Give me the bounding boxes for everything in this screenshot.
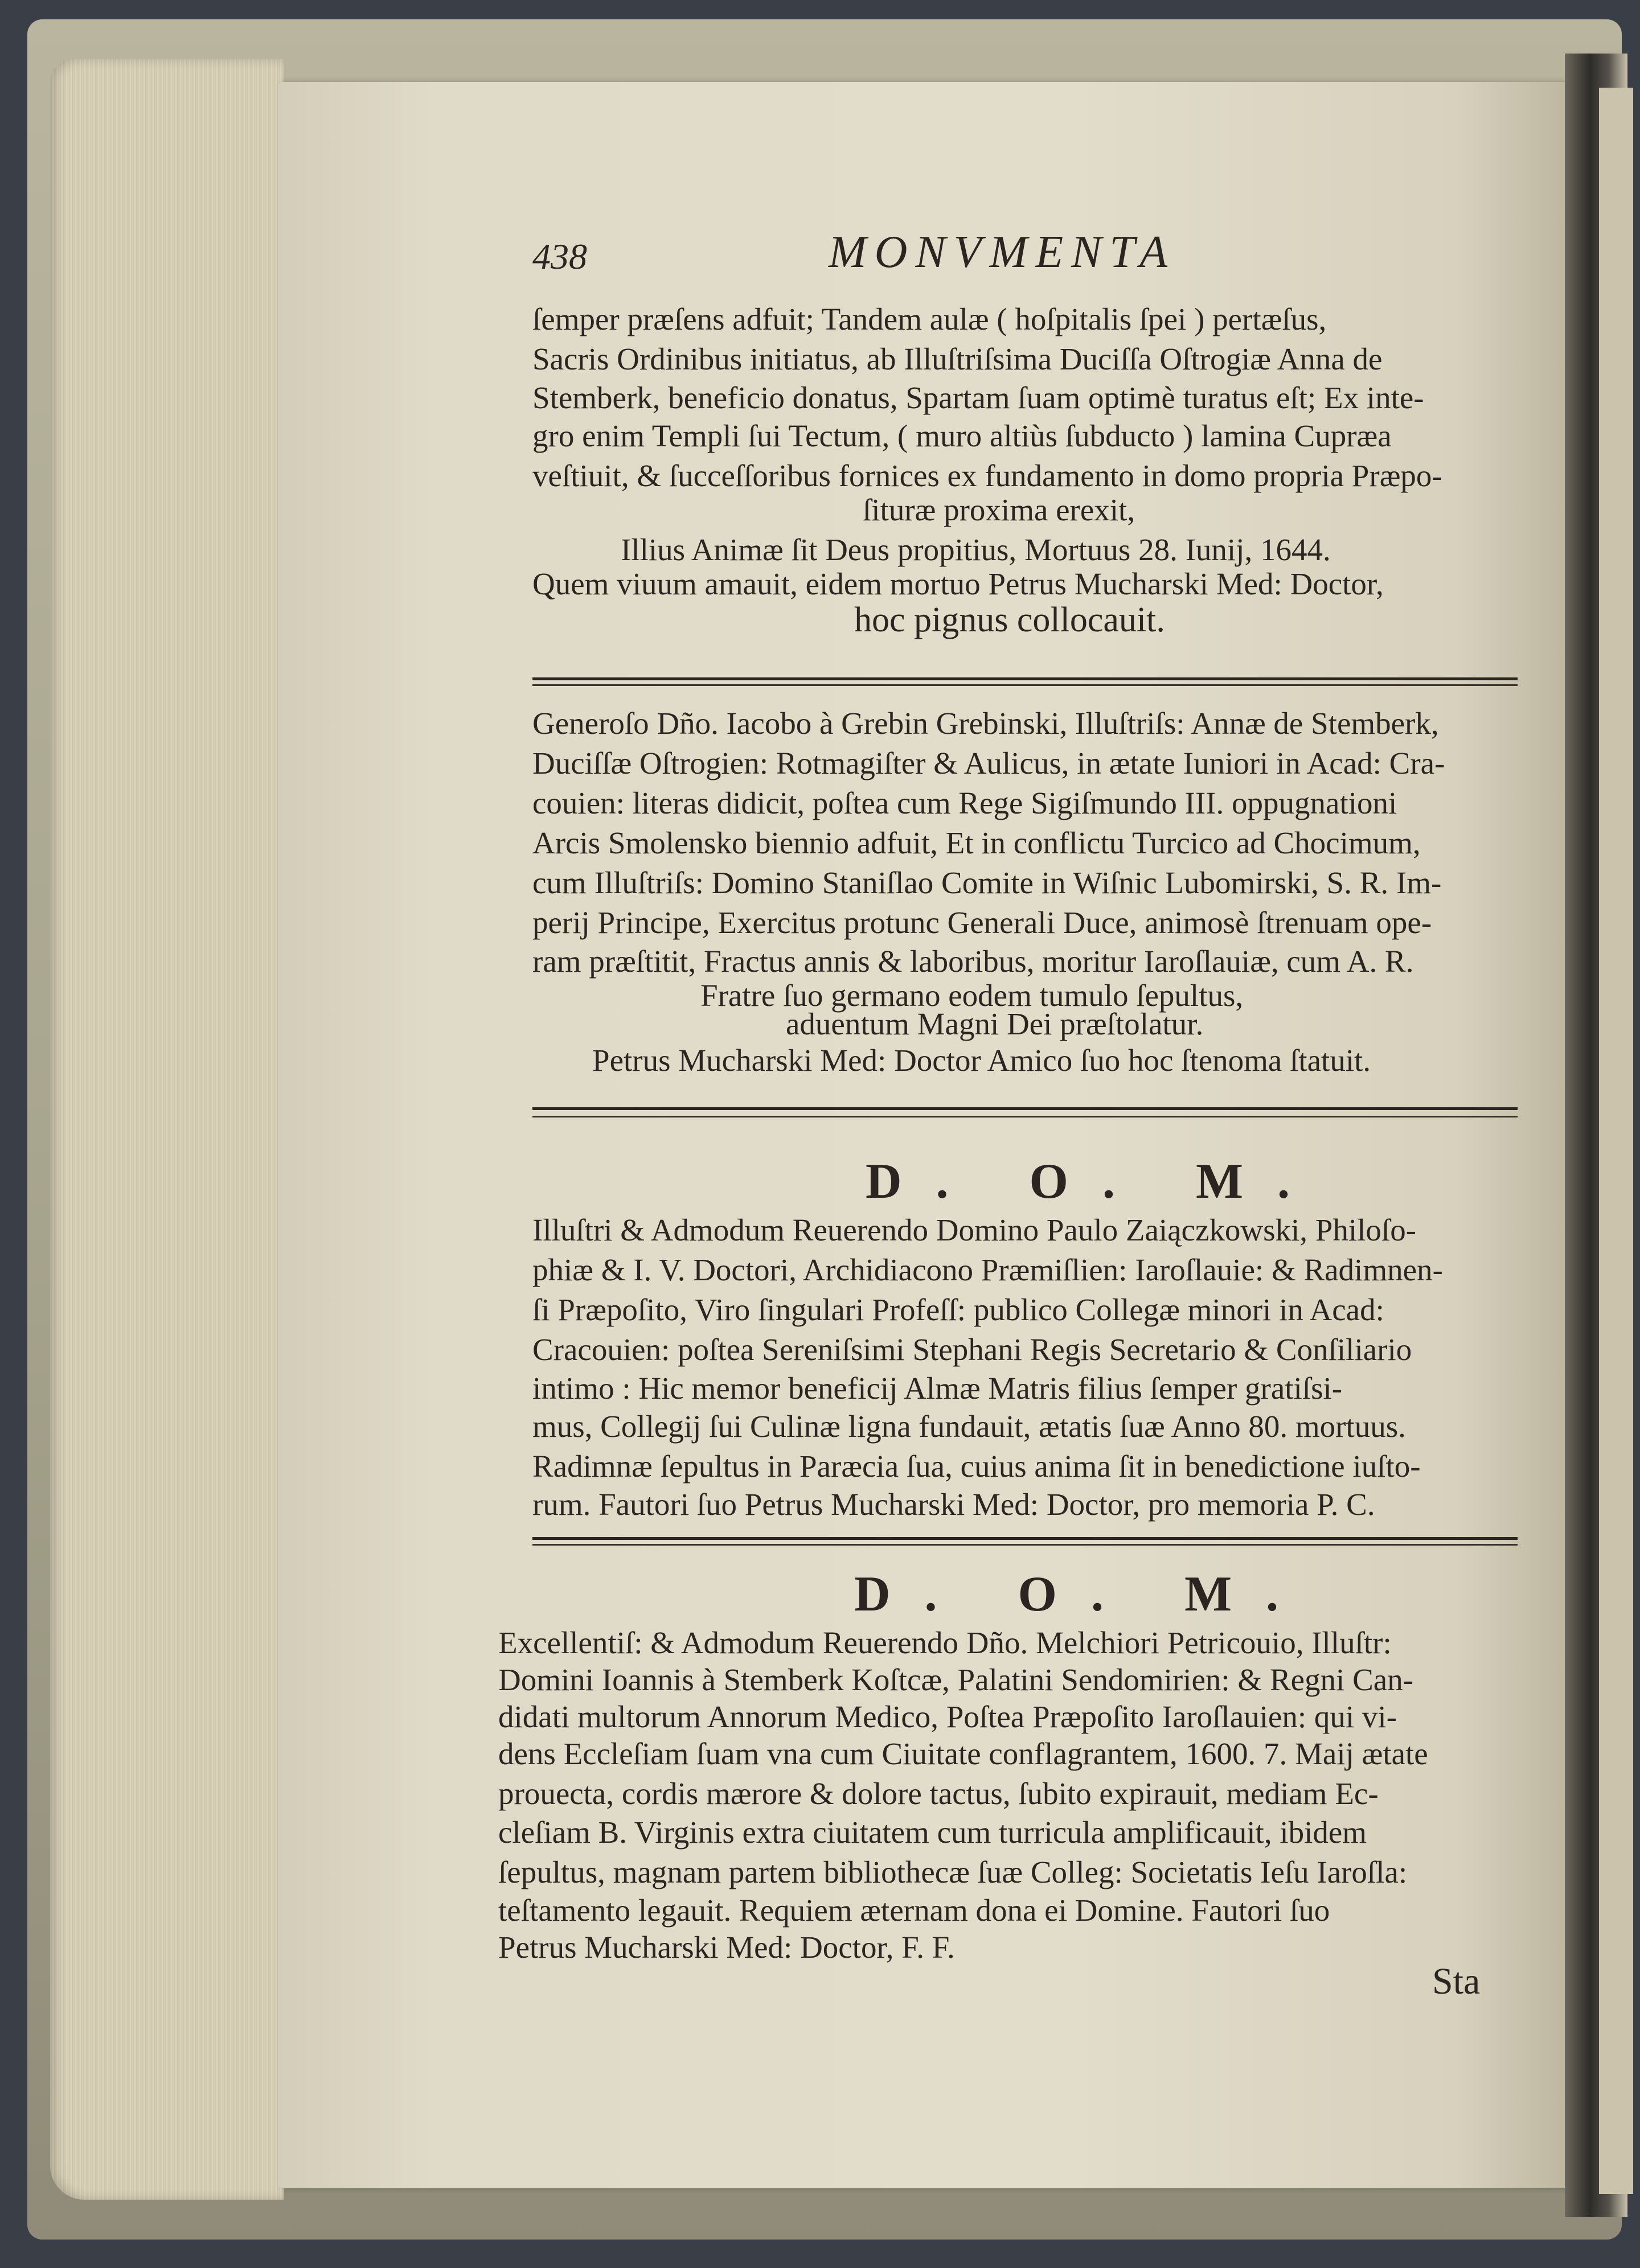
- text-line: veſtiuit, & ſucceſſoribus fornices ex fundamento in domo propria Præpo-: [532, 458, 1442, 493]
- separator-rule: [532, 1116, 1518, 1117]
- text-line: dens Eccleſiam ſuam vna cum Ciuitate conflagrantem, 1600. 7. Maij ætate: [498, 1736, 1428, 1771]
- text-line: Petrus Mucharski Med: Doctor Amico ſuo hoc ſtenoma ſtatuit.: [592, 1043, 1371, 1078]
- text-line: aduentum Magni Dei præſtolatur.: [786, 1006, 1204, 1041]
- text-line: ram præſtitit, Fractus annis & laboribus, moritur Iaroſlauiæ, cum A. R.: [532, 944, 1414, 979]
- text-line: ſi Præpoſito, Viro ſingulari Profeſſ: publico Collegæ minori in Acad:: [532, 1292, 1384, 1327]
- separator-rule: [532, 1107, 1518, 1110]
- text-line: perij Principe, Exercitus protunc Generali Duce, animosè ſtrenuam ope-: [532, 905, 1432, 940]
- text-line: Petrus Mucharski Med: Doctor, F. F.: [498, 1930, 955, 1965]
- text-line: hoc pignus collocauit.: [854, 601, 1165, 639]
- text-line: Excellentiſ: & Admodum Reuerendo Dño. Melchiori Petricouio, Illuſtr:: [498, 1625, 1392, 1660]
- text-line: gro enim Templi ſui Tectum, ( muro altiùs ſubducto ) lamina Cupræa: [532, 418, 1392, 453]
- text-line: intimo : Hic memor beneficij Almæ Matris filius ſemper gratiſsi-: [532, 1371, 1343, 1406]
- text-line: couien: literas didicit, poſtea cum Rege Sigiſmundo III. oppugnationi: [532, 786, 1397, 820]
- text-line: Generoſo Dño. Iacobo à Grebin Grebinski, Illuſtriſs: Annæ de Stemberk,: [532, 706, 1439, 741]
- text-line: rum. Fautori ſuo Petrus Mucharski Med: Doctor, pro memoria P. C.: [532, 1487, 1375, 1522]
- dom-heading: D. O. M.: [854, 1567, 1313, 1622]
- text-line: phiæ & I. V. Doctori, Archidiacono Præmiſlien: Iaroſlauie: & Radimnen-: [532, 1252, 1443, 1287]
- text-line: Illius Animæ ſit Deus propitius, Mortuus 28. Iunij, 1644.: [621, 532, 1331, 567]
- text-line: ſepultus, magnam partem bibliothecæ ſuæ Colleg: Societatis Ieſu Iaroſla:: [498, 1855, 1408, 1889]
- text-line: teſtamento legauit. Requiem æternam dona ei Domine. Fautori ſuo: [498, 1893, 1330, 1928]
- text-line: Stemberk, beneficio donatus, Spartam ſuam optimè turatus eſt; Ex inte-: [532, 380, 1424, 415]
- text-line: Illuſtri & Admodum Reuerendo Domino Paulo Zaiączkowski, Philoſo-: [532, 1213, 1417, 1247]
- separator-rule: [532, 1537, 1518, 1540]
- running-title: MONVMENTA: [829, 227, 1175, 277]
- text-line: cum Illuſtriſs: Domino Staniſlao Comite in Wiſnic Lubomirski, S. R. Im-: [532, 865, 1442, 900]
- catchword: Sta: [1432, 1961, 1481, 2002]
- text-line: prouecta, cordis mærore & dolore tactus, ſubito expirauit, mediam Ec-: [498, 1776, 1379, 1811]
- text-line: ſituræ proxima erexit,: [863, 492, 1135, 527]
- text-line: Sacris Ordinibus initiatus, ab Illuſtriſsima Duciſſa Oſtrogiæ Anna de: [532, 342, 1383, 376]
- text-line: Arcis Smolensko biennio adfuit, Et in conflictu Turcico ad Chocimum,: [532, 825, 1421, 860]
- page-number: 438: [532, 236, 587, 277]
- text-line: Duciſſæ Oſtrogien: Rotmagiſter & Aulicus, in ætate Iuniori in Acad: Cra-: [532, 746, 1445, 780]
- dom-heading: D. O. M.: [866, 1154, 1325, 1209]
- text-line: Cracouien: poſtea Sereniſsimi Stephani Regis Secretario & Conſiliario: [532, 1332, 1412, 1367]
- separator-rule: [532, 1544, 1518, 1546]
- separator-rule: [532, 684, 1518, 686]
- text-line: Fratre ſuo germano eodem tumulo ſepultus,: [700, 978, 1244, 1013]
- text-line: didati multorum Annorum Medico, Poſtea Præpoſito Iaroſlauien: qui vi-: [498, 1699, 1397, 1734]
- text-line: Domini Ioannis à Stemberk Koſtcæ, Palatini Sendomirien: & Regni Can-: [498, 1662, 1414, 1697]
- text-line: ſemper præſens adfuit; Tandem aulæ ( hoſpitalis ſpei ) pertæſus,: [532, 302, 1327, 336]
- separator-rule: [532, 677, 1518, 680]
- text-line: Quem viuum amauit, eidem mortuo Petrus Mucharski Med: Doctor,: [532, 566, 1384, 601]
- text-line: cleſiam B. Virginis extra ciuitatem cum turricula amplificauit, ibidem: [498, 1815, 1367, 1850]
- text-line: Radimnæ ſepultus in Paræcia ſua, cuius anima ſit in benedictione iuſto-: [532, 1449, 1421, 1484]
- text-line: mus, Collegij ſui Culinæ ligna fundauit, ætatis ſuæ Anno 80. mortuus.: [532, 1409, 1406, 1444]
